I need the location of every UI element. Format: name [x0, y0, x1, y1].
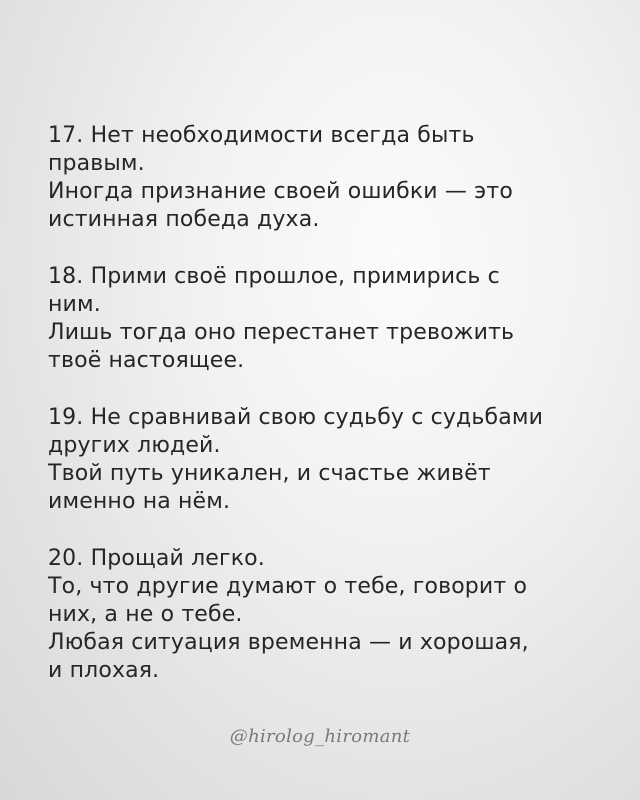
item-line: 20. Прощай легко. — [48, 546, 265, 571]
item-17 — [48, 122, 618, 234]
item-18 — [48, 263, 618, 375]
text-content — [48, 122, 618, 714]
item-line: 18. Прими своё прошлое, примирись с — [48, 264, 500, 289]
item-line: Иногда признание своей ошибки — это — [48, 179, 513, 204]
item-line: и плохая. — [48, 658, 160, 683]
item-19 — [48, 404, 618, 516]
item-line: Твой путь уникален, и счастье живёт — [48, 461, 491, 486]
item-line: ним. — [48, 292, 101, 317]
item-line: правым. — [48, 151, 145, 176]
item-line: твоё настоящее. — [48, 348, 245, 373]
item-20 — [48, 545, 618, 685]
item-line: других людей. — [48, 433, 221, 458]
item-line: них, а не о тебе. — [48, 602, 243, 627]
item-line: 17. Нет необходимости всегда быть — [48, 123, 475, 148]
item-line: истинная победа духа. — [48, 207, 320, 232]
item-line: То, что другие думают о тебе, говорит о — [48, 574, 528, 599]
watermark: @hirolog_hiromant — [229, 726, 411, 747]
item-line: Любая ситуация временна — и хорошая, — [48, 630, 529, 655]
item-line: именно на нём. — [48, 489, 231, 514]
item-line: Лишь тогда оно перестанет тревожить — [48, 320, 515, 345]
item-line: 19. Не сравнивай свою судьбу с судьбами — [48, 405, 544, 430]
